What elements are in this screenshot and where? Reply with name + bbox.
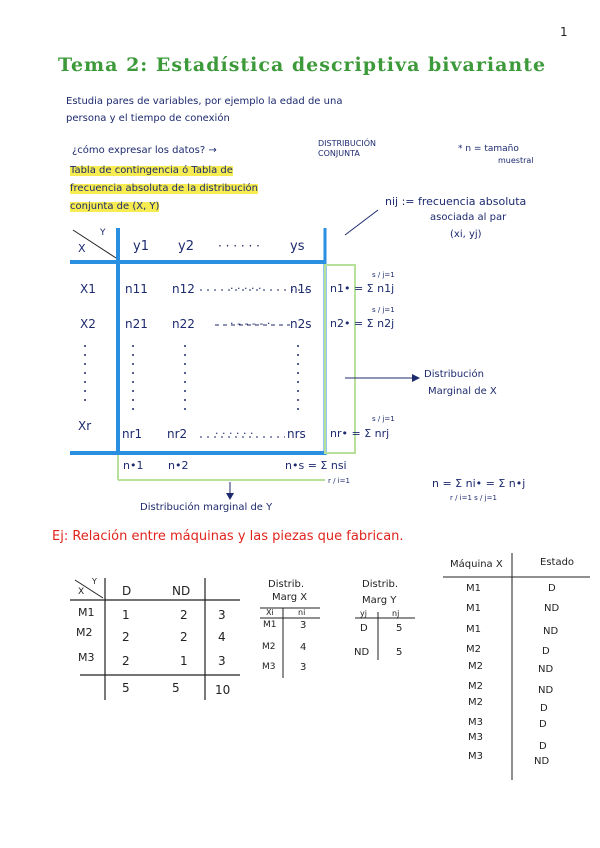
marg-y-row-2-label: ND xyxy=(354,647,370,658)
list-row-10-state: ND xyxy=(534,756,550,767)
marg-y-col1: yj xyxy=(360,609,367,618)
row-margin-r: nr• = Σ nrj xyxy=(330,427,390,440)
sample-note-line-1: * n = tamaño xyxy=(458,144,519,154)
marg-x-row-1-value: 3 xyxy=(300,620,307,631)
list-row-2-machine: M1 xyxy=(466,603,481,614)
list-row-5-machine: M2 xyxy=(468,661,483,672)
marg-x-col2: ni xyxy=(298,608,306,617)
list-row-8-state: D xyxy=(539,719,547,730)
col-margin-s: n•s = Σ nsi xyxy=(285,459,347,472)
marg-x-row-2-label: M2 xyxy=(262,642,276,652)
list-row-9-machine: M3 xyxy=(468,732,483,743)
cell-2-2: n22 xyxy=(172,317,195,331)
ex-row-total-1: 3 xyxy=(218,608,226,622)
marg-x-title-2: Marg X xyxy=(272,592,308,603)
col-header-1: y1 xyxy=(133,239,149,254)
col-header-s: ys xyxy=(290,239,305,254)
cell-1-1: n11 xyxy=(125,282,148,296)
nij-def-line-2: asociada al par xyxy=(430,212,507,223)
label-marginal-x-line-2: Marginal de X xyxy=(428,386,497,397)
list-row-6-state: ND xyxy=(538,685,554,696)
ex-header-d: D xyxy=(122,584,132,598)
list-row-10-machine: M3 xyxy=(468,751,483,762)
list-row-2-state: ND xyxy=(544,603,560,614)
ex-cell-3-2: 1 xyxy=(180,654,188,668)
ex-col-total-1: 5 xyxy=(122,681,130,695)
ex-row-label-3: M3 xyxy=(78,651,95,664)
marg-x-row-3-value: 3 xyxy=(300,662,307,673)
ex-cell-2-1: 2 xyxy=(122,630,130,644)
col-header-dots: · · · · · · xyxy=(218,239,260,253)
nij-def-line-1: nij := frecuencia absoluta xyxy=(385,195,527,208)
ex-grand-total: 10 xyxy=(215,683,231,697)
ex-col-total-2: 5 xyxy=(172,681,180,695)
marg-y-row-1-label: D xyxy=(360,623,368,634)
nij-def-line-3: (xi, yj) xyxy=(450,229,482,240)
cell-2-dots: · - - - - · xyxy=(230,317,271,330)
marg-y-row-1-value: 5 xyxy=(396,623,403,634)
label-marginal-y: Distribución marginal de Y xyxy=(140,502,273,513)
col-margin-1: n•1 xyxy=(123,459,144,472)
label-marginal-x-line-1: Distribución xyxy=(424,369,484,380)
ex-header-nd: ND xyxy=(172,584,191,598)
cell-r-1: nr1 xyxy=(122,427,143,441)
ex-cell-1-2: 2 xyxy=(180,608,188,622)
page-title: Tema 2: Estadística descriptiva bivariante xyxy=(58,54,547,76)
example-heading: Ej: Relación entre máquinas y las piezas que fabrican. xyxy=(52,529,404,544)
cell-r-s: nrs xyxy=(287,427,306,441)
ex-row-label-2: M2 xyxy=(76,626,93,639)
ex-row-label-1: M1 xyxy=(78,606,95,619)
ex-cell-1-1: 1 xyxy=(122,608,130,622)
list-row-5-state: ND xyxy=(538,664,554,675)
ex-row-total-3: 3 xyxy=(218,654,226,668)
corner-x-label: X xyxy=(78,242,86,255)
highlight-line-3: conjunta de (X, Y) xyxy=(70,201,160,212)
marg-x-col1: Xi xyxy=(266,608,274,617)
list-row-8-machine: M3 xyxy=(468,717,483,728)
marg-y-title-1: Distrib. xyxy=(362,579,399,590)
marg-x-row-3-label: M3 xyxy=(262,662,276,672)
answer-line-1: DISTRIBUCIÓN xyxy=(318,139,376,148)
row-label-1: X1 xyxy=(80,282,96,296)
list-row-1-state: D xyxy=(548,583,556,594)
list-row-4-machine: M2 xyxy=(466,644,481,655)
row-margin-r-bounds: s / j=1 xyxy=(372,415,395,423)
cell-2-s: n2s xyxy=(290,317,312,331)
row-margin-2-bounds: s / j=1 xyxy=(372,306,395,314)
list-header-machine: Máquina X xyxy=(450,559,503,570)
cell-r-dots: · · · · · · xyxy=(215,427,254,440)
cell-r-2: nr2 xyxy=(167,427,188,441)
ex-cell-2-2: 2 xyxy=(180,630,188,644)
intro-line-2: persona y el tiempo de conexión xyxy=(66,113,230,124)
row-label-r: Xr xyxy=(78,419,92,433)
ex-corner-x: X xyxy=(78,587,85,597)
marg-x-row-2-value: 4 xyxy=(300,642,307,653)
list-row-9-state: D xyxy=(539,741,547,752)
question-text: ¿cómo expresar los datos? → xyxy=(72,145,217,156)
cell-1-dots: · · · · · xyxy=(230,282,262,295)
list-row-7-state: D xyxy=(540,703,548,714)
row-margin-1-bounds: s / j=1 xyxy=(372,271,395,279)
row-margin-1: n1• = Σ n1j xyxy=(330,282,395,295)
marg-x-title-1: Distrib. xyxy=(268,579,305,590)
list-header-state: Estado xyxy=(540,557,575,568)
cell-2-1: n21 xyxy=(125,317,148,331)
answer-line-2: CONJUNTA xyxy=(318,149,360,158)
list-row-7-machine: M2 xyxy=(468,697,483,708)
marg-y-col2: nj xyxy=(392,609,400,618)
sample-note-line-2: muestral xyxy=(498,156,534,165)
total-formula: n = Σ ni• = Σ n•j xyxy=(432,477,526,490)
list-row-4-state: D xyxy=(542,646,550,657)
page-number: 1 xyxy=(560,25,568,39)
marg-x-row-1-label: M1 xyxy=(263,620,277,630)
row-margin-2: n2• = Σ n2j xyxy=(330,317,395,330)
list-row-3-state: ND xyxy=(543,626,559,637)
list-row-3-machine: M1 xyxy=(466,624,481,635)
ex-cell-3-1: 2 xyxy=(122,654,130,668)
intro-line-1: Estudia pares de variables, por ejemplo la edad de una xyxy=(66,96,343,107)
highlight-line-1: Tabla de contingencia ó Tabla de xyxy=(70,165,233,176)
corner-y-label: Y xyxy=(100,228,106,238)
list-row-1-machine: M1 xyxy=(466,583,481,594)
cell-1-s: n1s xyxy=(290,282,312,296)
marg-y-title-2: Marg Y xyxy=(362,595,397,606)
list-row-6-machine: M2 xyxy=(468,681,483,692)
highlight-line-2: frecuencia absoluta de la distribución xyxy=(70,183,258,194)
row-label-2: X2 xyxy=(80,317,96,331)
total-bounds: r / i=1 s / j=1 xyxy=(450,494,497,502)
ex-corner-y: Y xyxy=(92,577,97,586)
col-margin-2: n•2 xyxy=(168,459,189,472)
marg-y-row-2-value: 5 xyxy=(396,647,403,658)
col-header-2: y2 xyxy=(178,239,194,254)
ex-row-total-2: 4 xyxy=(218,630,226,644)
cell-1-2: n12 xyxy=(172,282,195,296)
col-margin-bounds: r / i=1 xyxy=(328,477,350,485)
